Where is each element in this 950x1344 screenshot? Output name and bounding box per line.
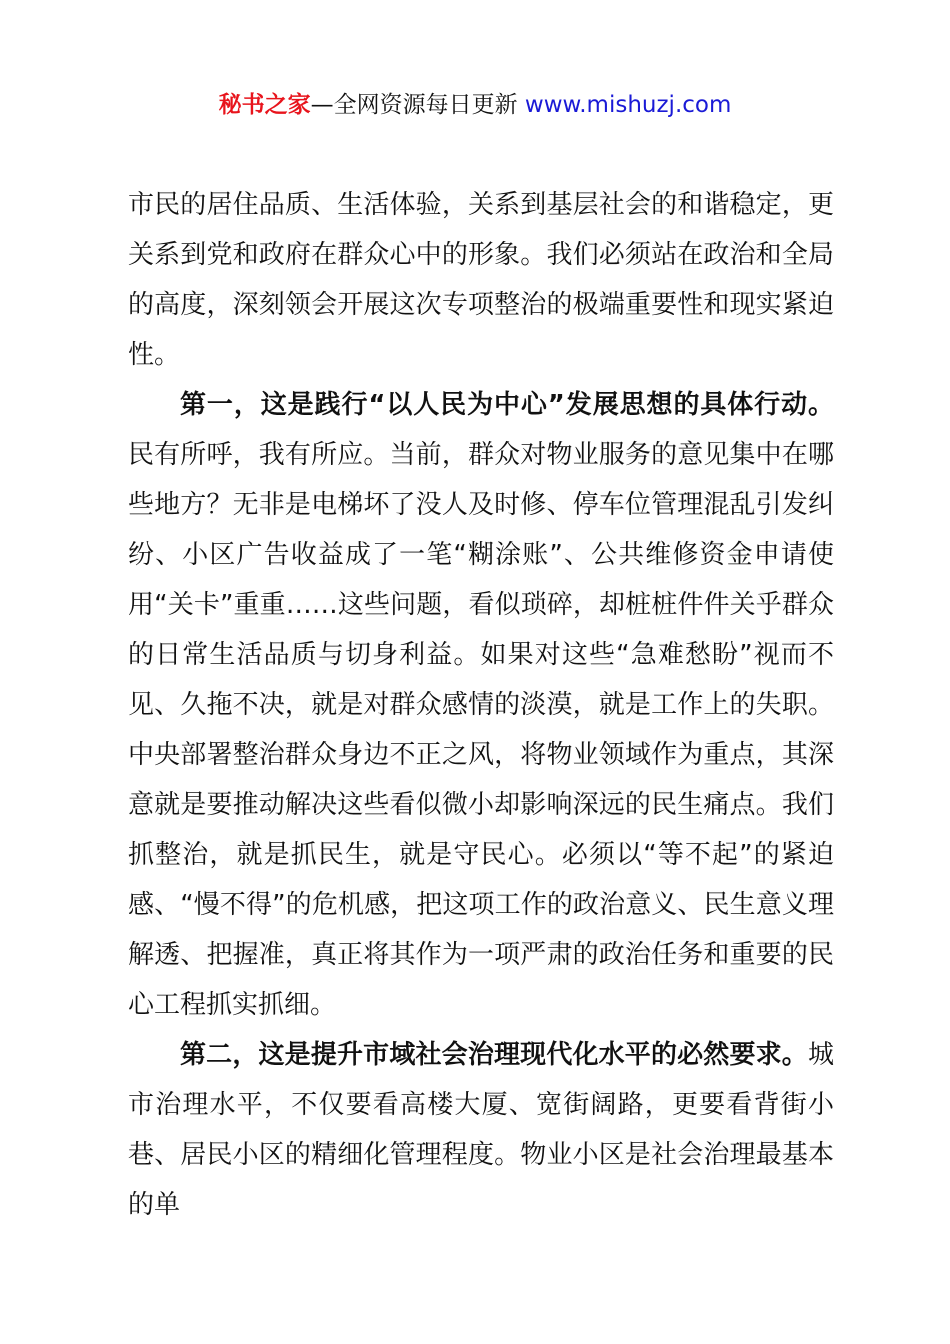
brand-name: 秘书之家 bbox=[218, 92, 311, 118]
document-header bbox=[0, 88, 950, 122]
paragraph-3-text: 城市治理水平，不仅要看高楼大厦、宽街阔路，更要看背街小巷、居民小区的精细化管理程度。物业小区是社会治理最基本的单 bbox=[128, 1040, 834, 1220]
paragraph-2-text: 民有所呼，我有所应。当前，群众对物业服务的意见集中在哪些地方？无非是电梯坏了没人及时修、停车位管理混乱引发纠纷、小区广告收益成了一笔“糊涂账”、公共维修资金申请使用“关卡”重重……这些问题，看似琐碎，却桩桩件件关乎群众的日常生活品质与切身利益。如果对这些“急难愁盼”视而不见、久拖不决，就是对群众感情的淡漠，就是工作上的失职。中央部署整治群众身边不正之风，将物业领域作为重点，其深意就是要推动解决这些看似微小却影响深远的民生痛点。我们抓整治，就是抓民生，就是守民心。必须以“等不起”的紧迫感、“慢不得”的危机感，把这项工作的政治意义、民生意义理解透、把握准，真正将其作为一项严肃的政治任务和重要的民心工程抓实抓细。 bbox=[128, 440, 834, 1020]
paragraph-3-heading: 第二，这是提升市域社会治理现代化水平的必然要求。 bbox=[180, 1040, 808, 1070]
paragraph-3 bbox=[128, 1030, 834, 1230]
paragraph-1 bbox=[128, 180, 834, 380]
document-body bbox=[128, 180, 834, 1230]
header-url-link[interactable]: www.mishuzj.com bbox=[524, 92, 732, 118]
paragraph-2 bbox=[128, 380, 834, 1030]
paragraph-1-text: 市民的居住品质、生活体验，关系到基层社会的和谐稳定，更关系到党和政府在群众心中的形象。我们必须站在政治和全局的高度，深刻领会开展这次专项整治的极端重要性和现实紧迫性。 bbox=[128, 190, 834, 370]
paragraph-2-heading: 第一，这是践行“以人民为中心”发展思想的具体行动。 bbox=[180, 390, 834, 420]
header-tagline: —全网资源每日更新 bbox=[310, 92, 525, 118]
